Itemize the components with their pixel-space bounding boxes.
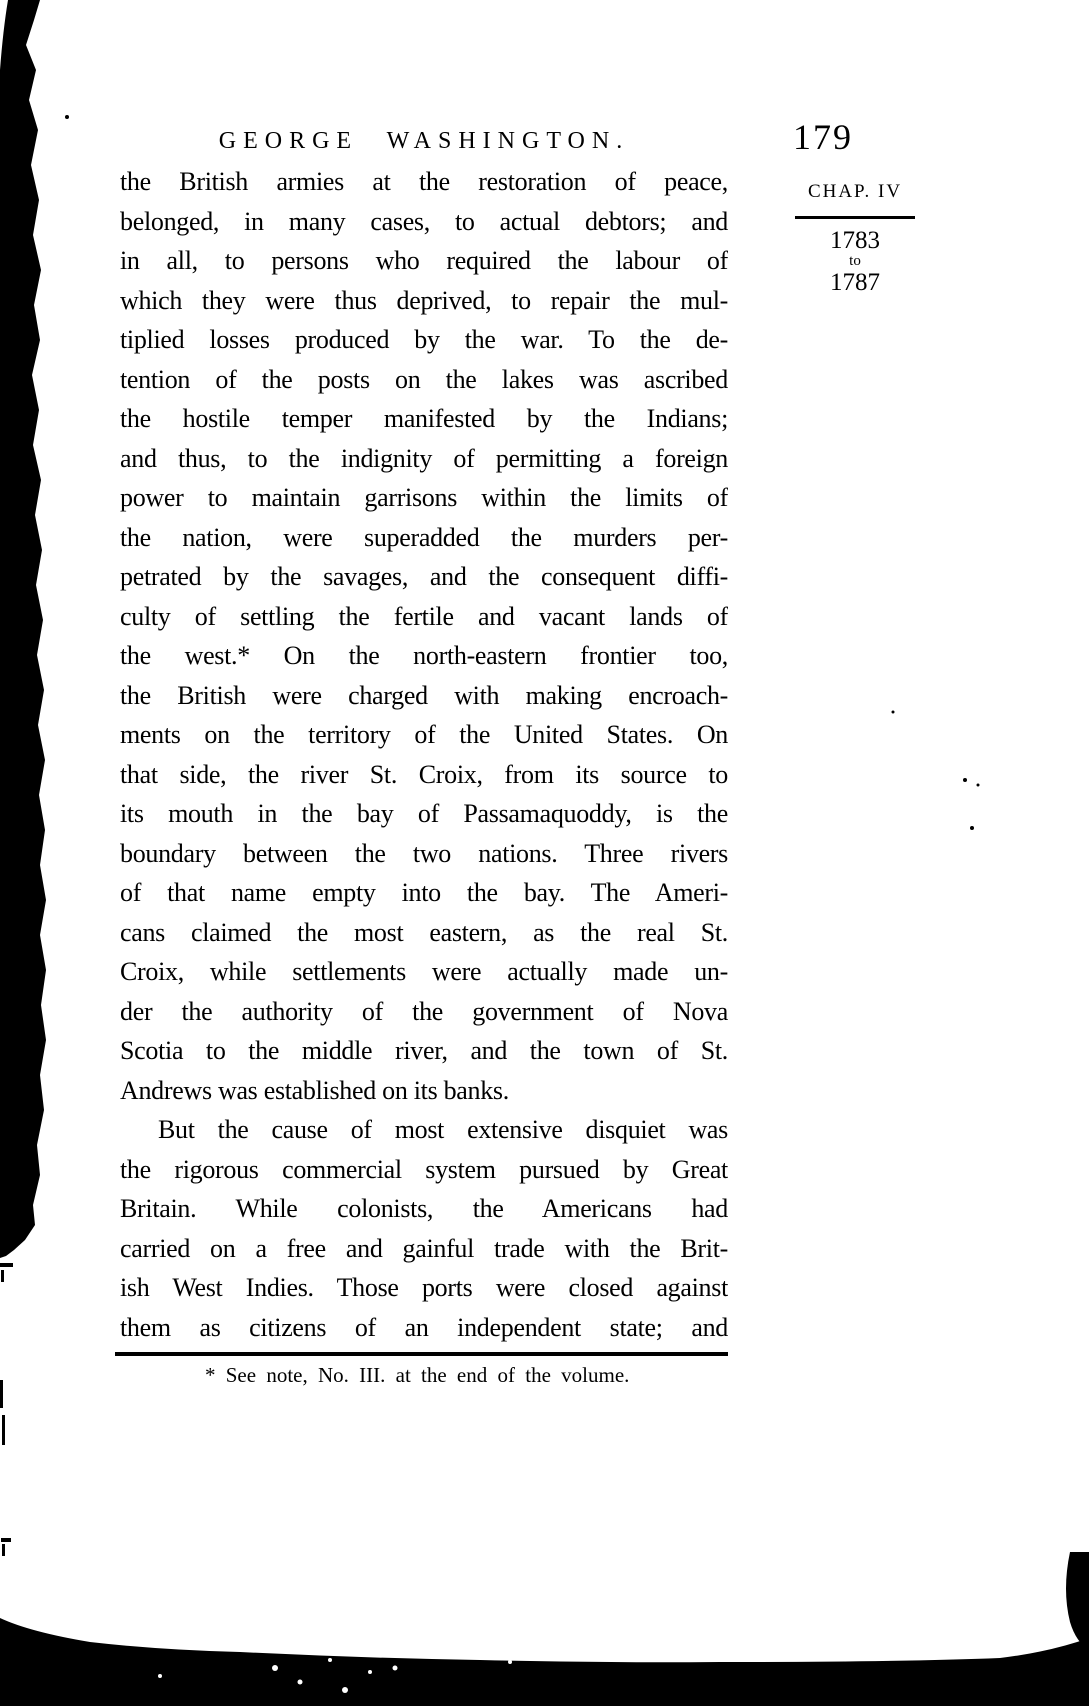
bottom-band-speckles	[158, 1658, 512, 1693]
text-line: Andrews was established on its banks.	[120, 1075, 509, 1105]
text-line: the British were charged with making encroach-	[120, 680, 728, 710]
text-line: Britain. While colonists, the Americans had	[120, 1194, 728, 1223]
text-line: of that name empty into the bay. The Ameri-	[120, 878, 728, 907]
text-line: the British armies at the restoration of peace,	[120, 167, 728, 196]
running-title: GEORGE WASHINGTON.	[218, 128, 630, 154]
text-line: Croix, while settlements were actually made un-	[120, 957, 728, 986]
text-line: But the cause of most extensive disquiet was	[158, 1115, 728, 1144]
text-line: ish West Indies. Those ports were closed against	[120, 1273, 728, 1302]
text-line: the hostile temper manifested by the Indians;	[120, 404, 728, 433]
text-line: that side, the river St. Croix, from its source to	[120, 759, 728, 789]
text-line: in all, to persons who required the labour of	[120, 246, 728, 275]
margin-rule	[795, 216, 915, 219]
date-range-start: 1783	[830, 227, 880, 254]
text-line: boundary between the two nations. Three rivers	[120, 838, 728, 868]
text-line: the nation, were superadded the murders per-	[120, 522, 728, 552]
text-line: the rigorous commercial system pursued by Great	[120, 1154, 728, 1184]
text-line: der the authority of the government of Nova	[120, 996, 728, 1026]
left-edge-marks	[0, 1263, 13, 1556]
paragraph	[120, 162, 728, 1110]
text-line: ments on the territory of the United States. On	[120, 720, 728, 749]
footnote-text: * See note, No. III. at the end of the volume.	[205, 1363, 630, 1387]
paragraph	[120, 1110, 728, 1347]
body-text	[120, 162, 728, 1347]
text-line: tention of the posts on the lakes was ascribed	[120, 364, 728, 394]
left-edge-tear	[0, 0, 46, 1258]
text-line: belonged, in many cases, to actual debtors; and	[120, 206, 728, 236]
date-range-end: 1787	[830, 269, 880, 296]
date-range-connector: to	[849, 253, 861, 269]
text-line: the west.* On the north-eastern frontier too,	[120, 641, 728, 670]
text-line: cans claimed the most eastern, as the real St.	[120, 917, 728, 947]
text-line: petrated by the savages, and the consequent diffi-	[120, 562, 728, 591]
text-line: tiplied losses produced by the war. To the de-	[120, 325, 728, 354]
footnote-rule	[115, 1352, 728, 1356]
page-curl-shadow	[1066, 1552, 1089, 1650]
text-line: culty of settling the fertile and vacant lands of	[120, 601, 728, 631]
page-number: 179	[793, 117, 853, 157]
chapter-label: CHAP. IV	[807, 181, 903, 202]
text-line: which they were thus deprived, to repair the mul-	[120, 285, 728, 315]
margin-notes	[770, 180, 940, 296]
text-line: Scotia to the middle river, and the town of St.	[120, 1036, 728, 1065]
bottom-edge-shadow	[0, 1618, 1089, 1706]
text-line: carried on a free and gainful trade with the Brit-	[120, 1233, 728, 1263]
text-line: power to maintain garrisons within the limits of	[120, 483, 728, 512]
text-line: and thus, to the indignity of permitting a foreign	[120, 443, 728, 473]
text-line: its mouth in the bay of Passamaquoddy, is the	[120, 799, 728, 828]
text-line: them as citizens of an independent state; and	[120, 1312, 728, 1342]
